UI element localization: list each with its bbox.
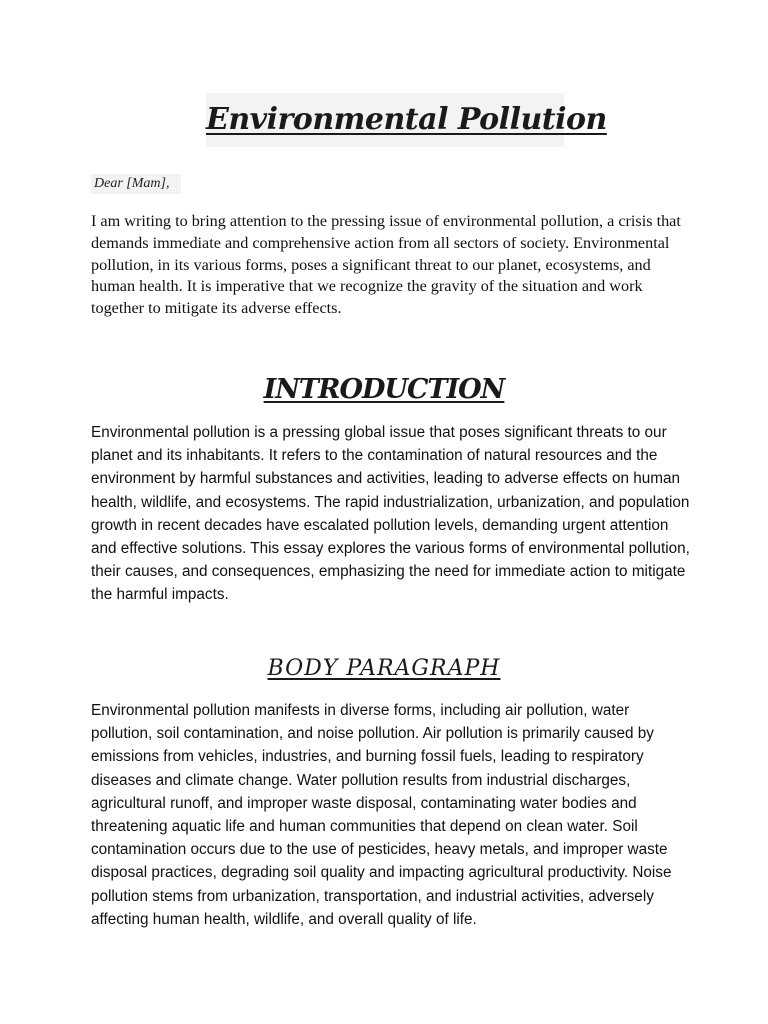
salutation: Dear [Mam], [91, 174, 181, 194]
introduction-heading: INTRODUCTION [263, 374, 505, 405]
body-paragraph-text: Environmental pollution manifests in diverse forms, including air pollution, water pollution, soil contamination, and noise pollution. Air pollution is primarily caused by emissions from vehicles, industries, and burning fossil fuels, leading to respiratory diseases and climate change. Water pollution results from industrial discharges, agricultural runoff, and improper waste disposal, contaminating water bodies and threatening aquatic life and human communities that depend on clean water. Soil contamination occurs due to the use of pesticides, heavy metals, and improper waste disposal practices, degrading soil quality and impacting agricultural productivity. Noise pollution stems from urbanization, transportation, and industrial activities, adversely affecting human health, wildlife, and overall quality of life. [91, 702, 672, 928]
document-title: Environmental Pollution [206, 102, 607, 137]
letter-paragraph: I am writing to bring attention to the pressing issue of environmental pollution, a crisis that demands immediate and comprehensive action from all sectors of society. Environmental pollution, in its various forms, poses a significant threat to our planet, ecosystems, and human health. It is imperative that we recognize the gravity of the situation and work together to mitigate its adverse effects. [91, 212, 681, 318]
title-highlight [206, 93, 607, 147]
body-paragraph-heading: BODY PARAGRAPH [267, 656, 501, 681]
introduction-paragraph: Environmental pollution is a pressing global issue that poses significant threats to our planet and its inhabitants. It refers to the contamination of natural resources and the environment by harmful substances and activities, leading to adverse effects on human health, wildlife, and ecosystems. The rapid industrialization, urbanization, and population growth in recent decades have escalated pollution levels, demanding urgent attention and effective solutions. This essay explores the various forms of environmental pollution, their causes, and consequences, emphasizing the need for immediate action to mitigate the harmful impacts. [91, 424, 690, 604]
